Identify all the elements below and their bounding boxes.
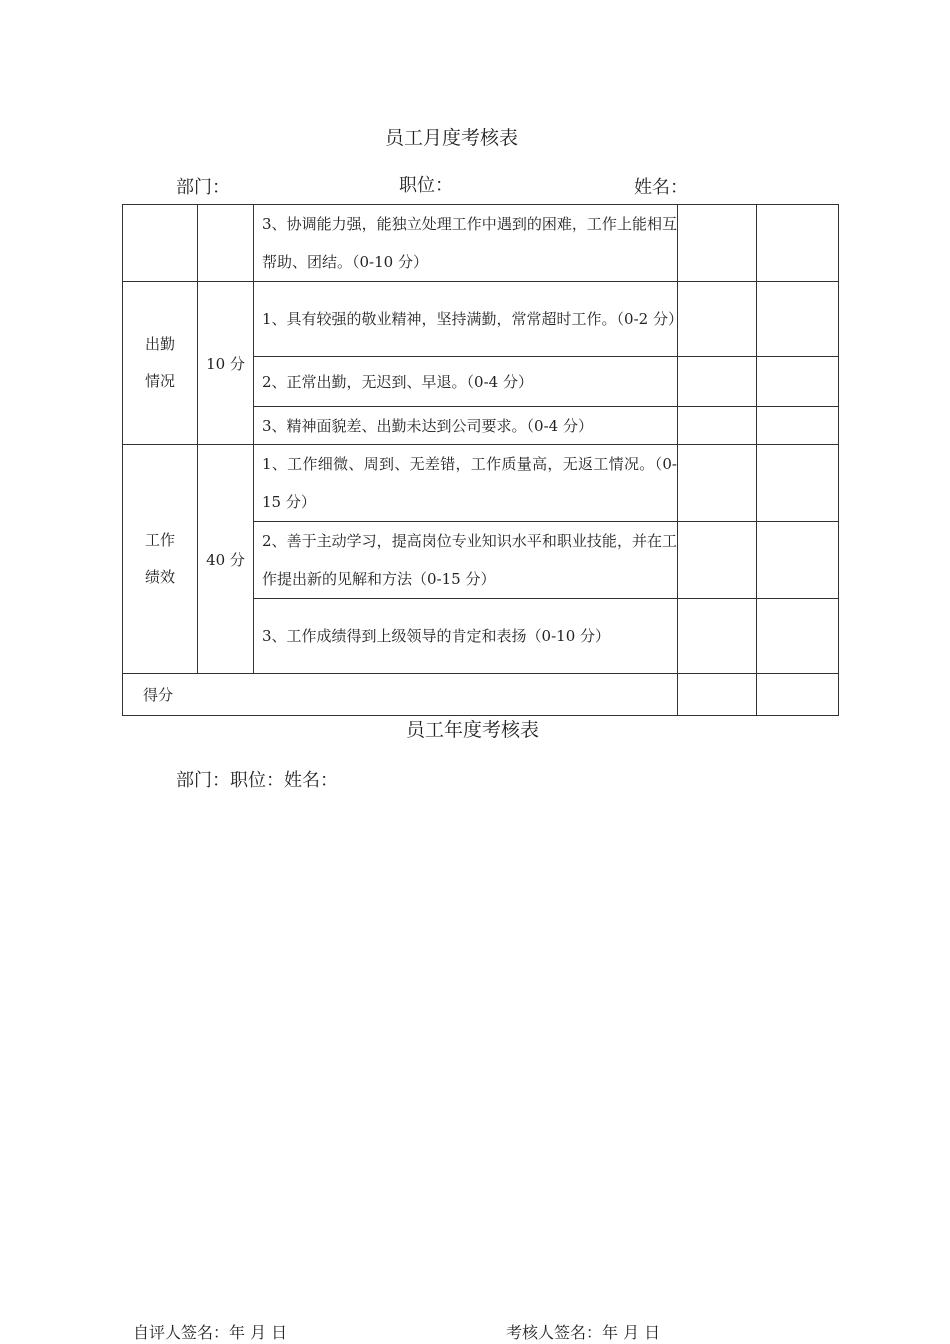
reviewer-score-cell[interactable] xyxy=(757,522,839,599)
table-row xyxy=(123,674,839,716)
reviewer-total-cell[interactable] xyxy=(757,674,839,716)
reviewer-score-cell[interactable] xyxy=(757,205,839,282)
department-label: 部门： xyxy=(176,177,230,198)
table-row xyxy=(123,445,839,522)
self-score-cell[interactable] xyxy=(678,599,757,674)
reviewer-score-cell[interactable] xyxy=(757,357,839,407)
reviewer-score-cell[interactable] xyxy=(757,445,839,522)
reviewer-signature-line: 考核人签名：年 月 日 xyxy=(506,1323,661,1342)
attendance-score-cell: 10 分 xyxy=(198,282,254,445)
self-score-cell[interactable] xyxy=(678,357,757,407)
category-cell xyxy=(123,205,198,282)
criterion-cell: 3、精神面貌差、出勤未达到公司要求。（0-4 分） xyxy=(254,407,678,445)
performance-score-cell: 40 分 xyxy=(198,445,254,674)
name-label: 姓名： xyxy=(634,177,688,198)
self-score-cell[interactable] xyxy=(678,205,757,282)
annual-header: 部门：职位：姓名： xyxy=(176,770,338,791)
position-label: 职位： xyxy=(399,175,453,196)
performance-category-cell: 工作 绩效 xyxy=(123,445,198,674)
reviewer-score-cell[interactable] xyxy=(757,282,839,357)
criterion-cell: 3、工作成绩得到上级领导的肯定和表扬（0-10 分） xyxy=(254,599,678,674)
self-total-cell[interactable] xyxy=(678,674,757,716)
criterion-cell: 2、正常出勤，无迟到、早退。（0-4 分） xyxy=(254,357,678,407)
monthly-title: 员工月度考核表 xyxy=(385,127,519,149)
criterion-cell: 1、具有较强的敬业精神，坚持满勤，常常超时工作。（0-2 分） xyxy=(254,282,678,357)
reviewer-score-cell[interactable] xyxy=(757,599,839,674)
score-cell xyxy=(198,205,254,282)
reviewer-score-cell[interactable] xyxy=(757,407,839,445)
annual-title: 员工年度考核表 xyxy=(406,719,540,741)
self-score-cell[interactable] xyxy=(678,407,757,445)
criterion-cell: 3、协调能力强，能独立处理工作中遇到的困难，工作上能相互帮助、团结。（0-10 分） xyxy=(254,205,678,282)
self-score-cell[interactable] xyxy=(678,445,757,522)
total-score-label: 得分 xyxy=(123,674,678,716)
criterion-cell: 1、工作细微、周到、无差错，工作质量高，无返工情况。（0-15 分） xyxy=(254,445,678,522)
criterion-cell: 2、善于主动学习，提高岗位专业知识水平和职业技能，并在工作提出新的见解和方法（0-15 分） xyxy=(254,522,678,599)
monthly-assessment-table xyxy=(122,204,839,716)
self-signature-line: 自评人签名：年 月 日 xyxy=(133,1323,288,1342)
attendance-category-cell: 出勤 情况 xyxy=(123,282,198,445)
table-row xyxy=(123,205,839,282)
self-score-cell[interactable] xyxy=(678,282,757,357)
table-row xyxy=(123,282,839,357)
self-score-cell[interactable] xyxy=(678,522,757,599)
